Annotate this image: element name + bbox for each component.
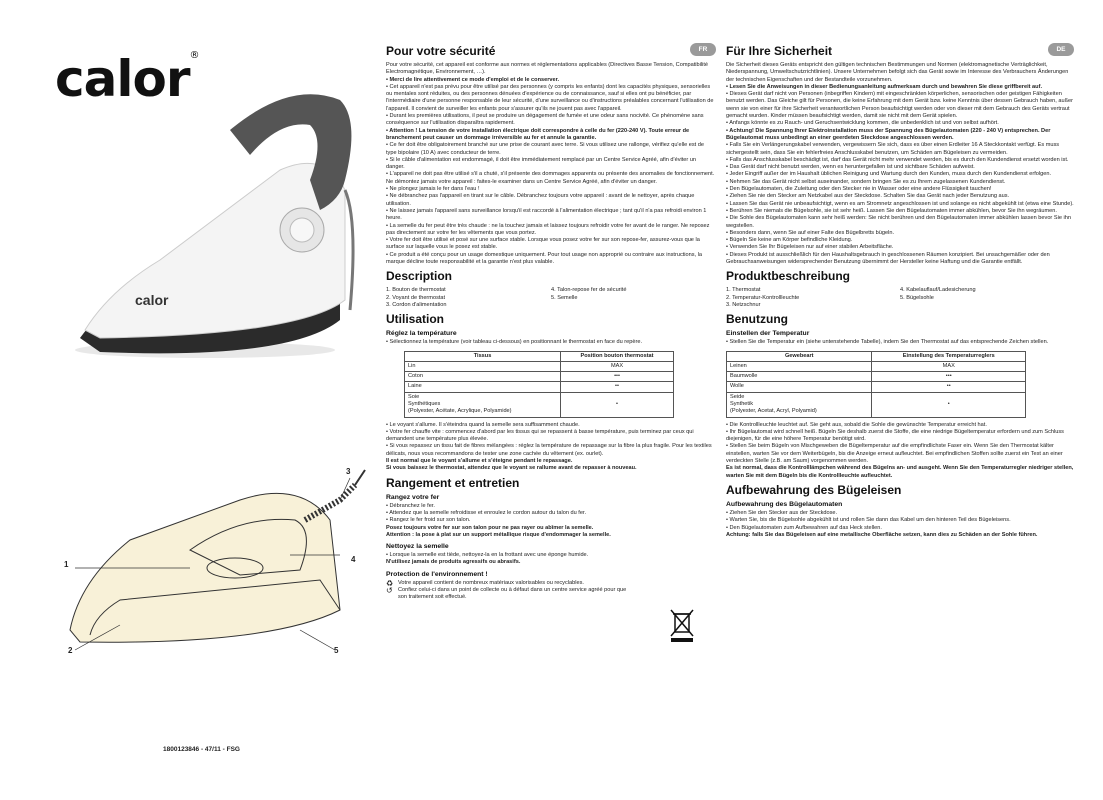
fr-description-title: Description bbox=[386, 269, 453, 284]
lang-badge-de: DE bbox=[1048, 43, 1074, 56]
table-row: Soie Synthétiques (Polyester, Acétate, Acrylique, Polyamide) • bbox=[405, 392, 674, 417]
document-code: 1800123846 - 47/11 - FSG bbox=[163, 746, 240, 753]
de-safety-text: Die Sicherheit dieses Geräts entspricht den gültigen technischen Bestimmungen und Normen (elektromagnetische Verträglichkeit, Niederspannung, Umweltschutzrichtlinien). Unsere Unternehmen befolgt sich das Gerät sowie im Interesse des Verbrauchers Änderungen der technischen Eigenschaften und der Bestandteile vorzunehmen. • Lesen Sie die Anweisungen in dieser Bedienungsanleitung aufmerksam durch und bewahren Sie diese griffbereit auf. • Dieses Gerät darf nicht von Personen (inbegriffen Kindern) mit eingeschränkten körperlichen, sensorischen oder geistigen Fähigkeiten benutzt werden. Das Gleiche gilt für Personen, die keine Erfahrung mit dem Gerät bzw. keine Kenntnis über dessen Gebrauch haben, außer wenn sie von einer für ihre Sicherheit verantwortlichen Person beaufsichtigt werden oder von dieser mit dem Gebrauch des Geräts vertraut gemacht wurden. Kinder müssen beaufsichtigt werden, damit sie nicht mit dem Gerät spielen. • Anfangs könnte es zu Rauch- und Geruchsentwicklung kommen, die unbedenklich ist und von selbst aufhört. • Achtung! Die Spannung Ihrer Elektroinstallation muss der Spannung des Bügelautomaten (220 - 240 V) entsprechen. Der Bügelautomat muss unbedingt an einer geerdeten Steckdose angeschlossen werden. • Falls Sie ein Verlängerungskabel verwenden, vergewissern Sie sich, dass es über einen Erdleiter 16 A Steckkontakt verfügt. Es muss sichergestellt sein, dass Sie ein fehlerfreies Anschlusskabel benutzen, um Schäden am Bügeleisen zu vermeiden. • Falls das Anschlusskabel beschädigt ist, darf das Gerät nicht mehr verwendet werden, bis es durch den Kundendienst ersetzt worden ist. • Das Gerät darf nicht benutzt werden, wenn es heruntergefallen ist und sichtbare Schäden aufweist. • Jeder Eingriff außer der im Haushalt üblichen Reinigung und Wartung durch den Kunden, muss durch den Kundendienst erfolgen. • Nehmen Sie das Gerät nicht selbst auseinander, sondern bringen Sie es zu Ihrem zugelassenen Kundendienst. • Den Bügelautomaten, die Zuleitung oder den Stecker nie in Wasser oder eine andere Flüssigkeit tauchen! • Ziehen Sie nie den Stecker am Netzkabel aus der Steckdose. Schalten Sie das Gerät nach jeder Benutzung aus. • Lassen Sie das Gerät nie unbeaufsichtigt, wenn es am Stromnetz angeschlossen ist und solange es nicht abgekühlt ist (etwa eine Stunde). • Berühren Sie niemals die Bügelsohle, sie ist sehr heiß. Lassen Sie den Bügelautomaten immer abkühlen, bevor Sie ihn wegräumen. • Die Sohle des Bügelautomaten kann sehr heiß werden: Sie nicht berühren und den Bügelautomaten immer abkühlen lassen bevor Sie ihn wegstellen. • Besonders dann, wenn Sie auf einer Falte des Bügelbretts bügeln. • Bügeln Sie keine am Körper befindliche Kleidung. • Verwenden Sie Ihr Bügeleisen nur auf einer stabilen Arbeitsfläche. • Dieses Produkt ist ausschließlich für den Haushaltsgebrauch in geschlossenen Räumen konzipiert. Bei unsachgemäßer oder den Gebrauchsanweisungen widersprechender Benutzung übernimmt der Hersteller keine Haftung und die Garantie entfällt. bbox=[726, 62, 1074, 266]
de-storage-text: • Ziehen Sie den Stecker aus der Steckdose. • Warten Sie, bis die Bügelsohle abgekühlt ist und rollen Sie dann das Kabel um den hinteren Teil des Bügeleisens. • Den Bügelautomaten zum Aufbewahren auf das Heck stellen. Achtung: falls Sie das Bügeleisen auf eine metallische Oberfläche setzen, kann dies zu Schäden an der Sohle führen. bbox=[726, 509, 1038, 538]
fr-usage-title: Utilisation bbox=[386, 312, 445, 327]
table-row: Wolle •• bbox=[727, 382, 1026, 392]
recycle-icon: ♻ bbox=[386, 578, 394, 588]
table-row: Leinen MAX bbox=[727, 361, 1026, 371]
de-temperature-subtitle: Einstellen der Temperatur bbox=[726, 330, 810, 338]
fr-storage-text: • Débranchez le fer. • Attendez que la semelle refroidisse et enroulez le cordon autour du talon du fer. • Rangez le fer froid sur son talon. Posez toujours votre fer sur son talon pour ne pas rayer ou abîmer la semelle. Attention : la pose à plat sur un support métallique risque d'endommager la semelle. bbox=[386, 502, 611, 538]
fr-description-list: 1. Bouton de thermostat 2. Voyant de thermostat 3. Cordon d'alimentation 4. Talon-repose fer de sécurité 5. Semelle bbox=[386, 287, 627, 308]
de-storage-subtitle: Aufbewahrung des Bügelautomaten bbox=[726, 500, 843, 508]
fr-temperature-intro: • Sélectionnez la température (voir tableau ci-dessous) en positionnant le thermostat en face du repère. bbox=[386, 339, 642, 346]
de-temperature-table: Gewebeart Einstellung des Temperaturreglers Leinen MAX Baumwolle ••• Wolle •• Seide Synthetik (Polyester, Acetat, Acryl, Polyamid) • bbox=[726, 351, 1026, 418]
table-row: Seide Synthetik (Polyester, Acetat, Acryl, Polyamid) • bbox=[727, 392, 1026, 417]
fr-storage-subtitle: Rangez votre fer bbox=[386, 493, 440, 501]
fr-temperature-subtitle: Réglez la température bbox=[386, 330, 457, 338]
fr-environment-title: Protection de l'environnement ! bbox=[386, 570, 488, 578]
callout-5: 5 bbox=[334, 646, 339, 655]
table-row: Coton ••• bbox=[405, 372, 674, 382]
de-storage-title: Aufbewahrung des Bügeleisen bbox=[726, 482, 902, 497]
de-usage-title: Benutzung bbox=[726, 312, 788, 327]
de-description-list: 1. Thermostat 2. Temperatur-Kontrollleuchte 3. Netzschnur 4. Kabelauflauf/Ladesicherung 5. Bügelsohle bbox=[726, 287, 976, 308]
table-row: Laine •• bbox=[405, 382, 674, 392]
fr-safety-text: Pour votre sécurité, cet appareil est conforme aux normes et réglementations applicables (Directives Basse Tension, Compatibilité Electromagnétique, Environnement, …). • Merci de lire attentivement ce mode d'emploi et de le conserver. • Cet appareil n'est pas prévu pour être utilisé par des personnes (y compris les enfants) dont les capacités physiques, sensorielles ou mentales sont réduites, ou des personnes dénuées d'expérience ou de connaissance, sauf si elles ont pu bénéficier, par l'intermédiaire d'une personne responsable de leur sécurité, d'une surveillance ou d'instructions préalables concernant l'utilisation de l'appareil. Il convient de surveiller les enfants pour s'assurer qu'ils ne jouent pas avec l'appareil. • Durant les premières utilisations, il peut se produire un dégagement de fumée et une odeur sans nocivité. Ce phénomène sans conséquence sur l'utilisation disparaîtra rapidement. • Attention ! La tension de votre installation électrique doit correspondre à celle du fer (220-240 V). Toute erreur de branchement peut causer un dommage irréversible au fer et annule la garantie. • Ce fer doit être obligatoirement branché sur une prise de courant avec terre. Si vous utilisez une rallonge, vérifiez qu'elle est de type bipolaire (10 A) avec conducteur de terre. • Si le câble d'alimentation est endommagé, il doit être immédiatement remplacé par un Centre Service Agréé, afin d'éviter un danger. • L'appareil ne doit pas être utilisé s'il a chuté, s'il présente des dommages apparents ou présente des anomalies de fonctionnement. Ne démontez jamais votre appareil : faites-le examiner dans un Centre Service Agréé, afin d'éviter un danger. • Ne plongez jamais le fer dans l'eau ! • Ne débranchez pas l'appareil en tirant sur le câble. Débranchez toujours votre appareil : avant de le nettoyer, après chaque utilisation. • Ne laissez jamais l'appareil sans surveillance lorsqu'il est raccordé à l'alimentation électrique ; tant qu'il n'a pas refroidi environ 1 heure. • La semelle du fer peut être très chaude : ne la touchez jamais et laissez toujours refroidir votre fer avant de le ranger. Ne reposez pas directement sur votre fer les vêtements que vous portez. • Votre fer doit être utilisé et posé sur une surface stable. Lorsque vous posez votre fer sur son repose-fer, assurez-vous que la surface sur laquelle vous le posez est stable. • Ce produit a été conçu pour un usage domestique uniquement. Pour tout usage non approprié ou contraire aux instructions, la marque décline toute responsabilité et la garantie n'est plus valable. bbox=[386, 62, 715, 266]
callout-2: 2 bbox=[68, 646, 73, 655]
french-column bbox=[386, 44, 716, 602]
table-row: Lin MAX bbox=[405, 361, 674, 371]
fr-temperature-table: Tissus Position bouton thermostat Lin MAX Coton ••• Laine •• Soie Synthétiques (Polyester, Acétate, Acrylique, Polyamide) • bbox=[404, 351, 674, 418]
de-safety-title: Für Ihre Sicherheit bbox=[726, 44, 833, 58]
iron-brand-label: calor bbox=[135, 292, 169, 308]
return-arrow-icon: ↺ bbox=[386, 586, 393, 596]
callout-1: 1 bbox=[64, 560, 69, 569]
de-after-table-text: • Die Kontrollleuchte leuchtet auf. Sie geht aus, sobald die Sohle die gewünschte Temperatur erreicht hat. • Ihr Bügelautomat wird schnell heiß. Bügeln Sie deshalb zuerst die Stoffe, die eine niedrige Bügeltemperatur erfordern und zum Schluss diejenigen, für die eine höhere Temperatur benötigt wird. • Stellen Sie beim Bügeln von Mischgeweben die Bügeltemperatur auf die empfindlichste Faser ein. Wenn Sie den Thermostat kälter einstellen, warten Sie vor dem Weiterbügeln, bis die Anzeige erneut aufleuchtet. Bei empfindlichen Stoffen sollte zuerst ein Test an einer verdeckten Stelle (z.B. am Saum) vorgenommen werden. Es ist normal, dass die Kontrolllämpchen während des Bügelns an- und ausgeht. Wenn Sie den Temperaturregler niedriger stellen, warten Sie mit dem Bügeln bis die Kontrollleuchte aufleuchtet. bbox=[726, 421, 1074, 479]
calor-logo: calor® bbox=[55, 50, 199, 108]
fr-clean-text: • Lorsque la semelle est tiède, nettoyez-la en la frottant avec une éponge humide. N'utilisez jamais de produits agressifs ou abrasifs. bbox=[386, 552, 589, 566]
callout-4: 4 bbox=[351, 555, 356, 564]
fr-environment-item: ♻ Votre appareil contient de nombreux matériaux valorisables ou recyclables. bbox=[386, 578, 584, 588]
fr-safety-title: Pour votre sécurité bbox=[386, 44, 496, 58]
lang-badge-fr: FR bbox=[690, 43, 716, 56]
weee-crossed-bin-icon bbox=[668, 608, 696, 642]
de-temperature-intro: • Stellen Sie die Temperatur ein (siehe untenstehende Tabelle), indem Sie den Thermostat auf das entsprechende Zeichen stellen. bbox=[726, 339, 1049, 346]
fr-clean-subtitle: Nettoyez la semelle bbox=[386, 543, 449, 551]
iron-product-photo bbox=[40, 60, 370, 370]
fr-after-table-text: • Le voyant s'allume. Il s'éteindra quand la semelle sera suffisamment chaude. • Votre fer chauffe vite : commencez d'abord par les tissus qui se repassent à basse température, puis terminez par ceux qui demandent une température plus élevée. • Si vous repassez un tissu fait de fibres mélangées : réglez la température de repassage sur la fibre la plus fragile. Pour les textiles délicats, nous vous recommandons de tester une zone cachée du vêtement (ex. ourlet). Il est normal que le voyant s'allume et s'éteigne pendant le repassage. Si vous baissez le thermostat, attendez que le voyant se rallume avant de repasser à nouveau. bbox=[386, 421, 712, 472]
de-description-title: Produktbeschreibung bbox=[726, 269, 851, 284]
fr-environment-item: ↺ Confiez celui-ci dans un point de collecte ou à défaut dans un centre service agréé pour que son traitement soit effectué. bbox=[386, 586, 627, 601]
german-column bbox=[726, 44, 1074, 539]
callout-3: 3 bbox=[346, 467, 351, 476]
table-row: Baumwolle ••• bbox=[727, 372, 1026, 382]
iron-diagram bbox=[40, 460, 370, 660]
fr-storage-title: Rangement et entretien bbox=[386, 475, 520, 490]
